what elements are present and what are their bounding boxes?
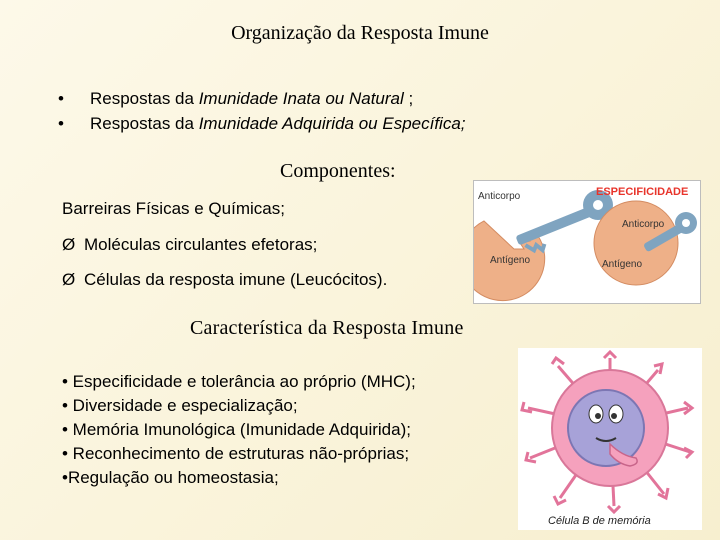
antibody-label: Anticorpo [622, 219, 665, 230]
arrow-bullet-icon: Ø [62, 235, 76, 254]
text-suffix: ; [403, 89, 414, 108]
pupil [595, 413, 601, 419]
text-prefix: Respostas da [90, 89, 199, 108]
component-item: Barreiras Físicas e Químicas; [62, 199, 285, 218]
characteristics-list [62, 370, 416, 490]
component-text: Moléculas circulantes efetoras; [84, 235, 318, 254]
component-item [62, 270, 387, 290]
caption: Célula B de memória [548, 515, 651, 527]
page-title: Organização da Resposta Imune [231, 22, 489, 44]
component-item [62, 235, 317, 255]
antibody-label: Anticorpo [478, 191, 521, 202]
arrow-bullet-icon: Ø [62, 270, 76, 289]
list-item-text [90, 111, 466, 136]
antigen-label: Antígeno [602, 259, 643, 270]
bullet: • [58, 89, 64, 108]
list-item: •Regulação ou homeostasia; [62, 468, 279, 487]
components-heading: Componentes: [280, 160, 396, 182]
list-item: • Diversidade e especialização; [62, 396, 298, 415]
text-italic: Imunidade Inata ou Natural [198, 89, 404, 108]
text-italic: Imunidade Adquirida ou Específica; [198, 114, 466, 133]
component-text: Células da resposta imune (Leucócitos). [84, 270, 388, 289]
antibody-antigen-image [473, 180, 701, 304]
antigen-label: Antígeno [490, 255, 531, 266]
nucleus [568, 390, 644, 466]
response-types-list [58, 86, 466, 136]
characteristics-heading: Característica da Resposta Imune [190, 317, 464, 339]
memory-b-cell-illustration [518, 348, 702, 530]
memory-b-cell-image [518, 348, 702, 530]
antibody-antigen-illustration [474, 181, 700, 303]
list-item-text [90, 86, 413, 111]
bullet: • [58, 114, 64, 133]
list-item: • Especificidade e tolerância ao próprio (MHC); [62, 372, 416, 391]
antigen-shape [594, 201, 678, 285]
text-prefix: Respostas da [90, 114, 199, 133]
list-item [58, 111, 466, 136]
pupil [611, 413, 617, 419]
list-item: • Memória Imunológica (Imunidade Adquirida); [62, 420, 411, 439]
list-item: • Reconhecimento de estruturas não-próprias; [62, 444, 410, 463]
list-item [58, 86, 466, 111]
specificity-label: ESPECIFICIDADE [596, 186, 689, 198]
